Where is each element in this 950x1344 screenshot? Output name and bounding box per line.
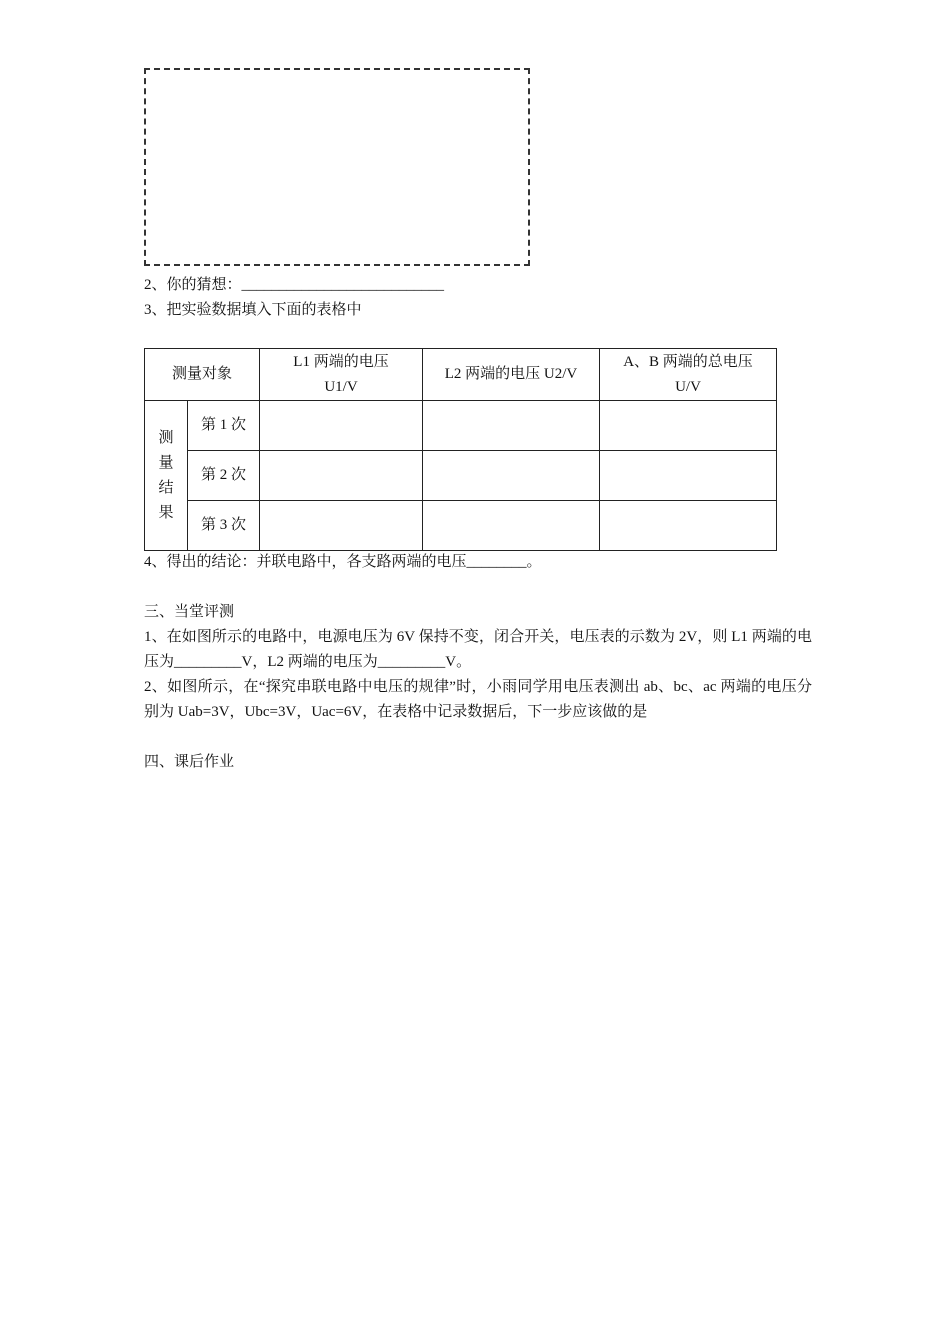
group-char: 结 [158, 479, 174, 496]
question-conclusion-label: 4、得出的结论：并联电路中，各支路两端的电压 [144, 554, 467, 570]
header-l2-voltage: L2 两端的电压 U2/V [423, 349, 600, 401]
table-row [145, 401, 777, 451]
question-table-instruction: 3、把实验数据填入下面的表格中 [144, 302, 362, 318]
exercise-1-blank-1: _________ [174, 654, 242, 670]
group-char: 量 [158, 454, 174, 471]
input-cell-u1[interactable] [260, 401, 423, 451]
exercise-1-text-c: V。 [445, 654, 472, 670]
exercise-1-blank-2: _________ [377, 654, 446, 670]
question-conclusion [144, 550, 542, 575]
header-l1-voltage-line2: U1/V [324, 378, 358, 395]
table-header-row [145, 349, 777, 401]
group-char: 果 [158, 504, 174, 521]
data-table [144, 348, 777, 551]
row-label: 第 2 次 [188, 451, 260, 501]
row-label: 第 3 次 [188, 501, 260, 551]
table-row [145, 501, 777, 551]
exercise-1-text-b: V，L2 两端的电压为 [241, 654, 378, 670]
section-title-assessment: 三、当堂评测 [144, 604, 235, 620]
header-total-voltage-line1: A、B 两端的总电压 [623, 353, 753, 370]
input-cell-u1[interactable] [260, 451, 423, 501]
exercise-1-text-a: 1、在如图所示的电路中，电源电压为 6V 保持不变，闭合开关，电压表的示数为 2V，则 L1 两端的电压为 [144, 629, 812, 670]
exercise-2: 2、如图所示，在“探究串联电路中电压的规律”时，小雨同学用电压表测出 ab、bc、ac 两端的电压分别为 Uab=3V，Ubc=3V，Uac=6V，在表格中记录数据后，下一步应该做的是 [144, 679, 812, 720]
question-guess-label: 2、你的猜想： [144, 277, 242, 293]
header-total-voltage [600, 349, 777, 401]
header-measured-object: 测量对象 [145, 349, 260, 401]
input-cell-u2[interactable] [423, 401, 600, 451]
input-cell-u[interactable] [600, 501, 777, 551]
question-guess [144, 273, 444, 298]
input-cell-u2[interactable] [423, 501, 600, 551]
exercise-1 [144, 625, 812, 675]
circuit-diagram-placeholder [144, 68, 530, 266]
section-title-homework: 四、课后作业 [144, 754, 235, 770]
table-row [145, 451, 777, 501]
question-conclusion-blank: ________ [466, 554, 527, 570]
input-cell-u[interactable] [600, 401, 777, 451]
input-cell-u2[interactable] [423, 451, 600, 501]
header-total-voltage-line2: U/V [675, 378, 701, 395]
question-conclusion-end: 。 [526, 554, 542, 570]
group-char: 测 [158, 429, 174, 446]
row-label: 第 1 次 [188, 401, 260, 451]
question-guess-blank: ___________________________ [241, 277, 445, 293]
group-label-results [145, 401, 188, 551]
input-cell-u[interactable] [600, 451, 777, 501]
header-l1-voltage-line1: L1 两端的电压 [293, 353, 389, 370]
input-cell-u1[interactable] [260, 501, 423, 551]
header-l1-voltage [260, 349, 423, 401]
